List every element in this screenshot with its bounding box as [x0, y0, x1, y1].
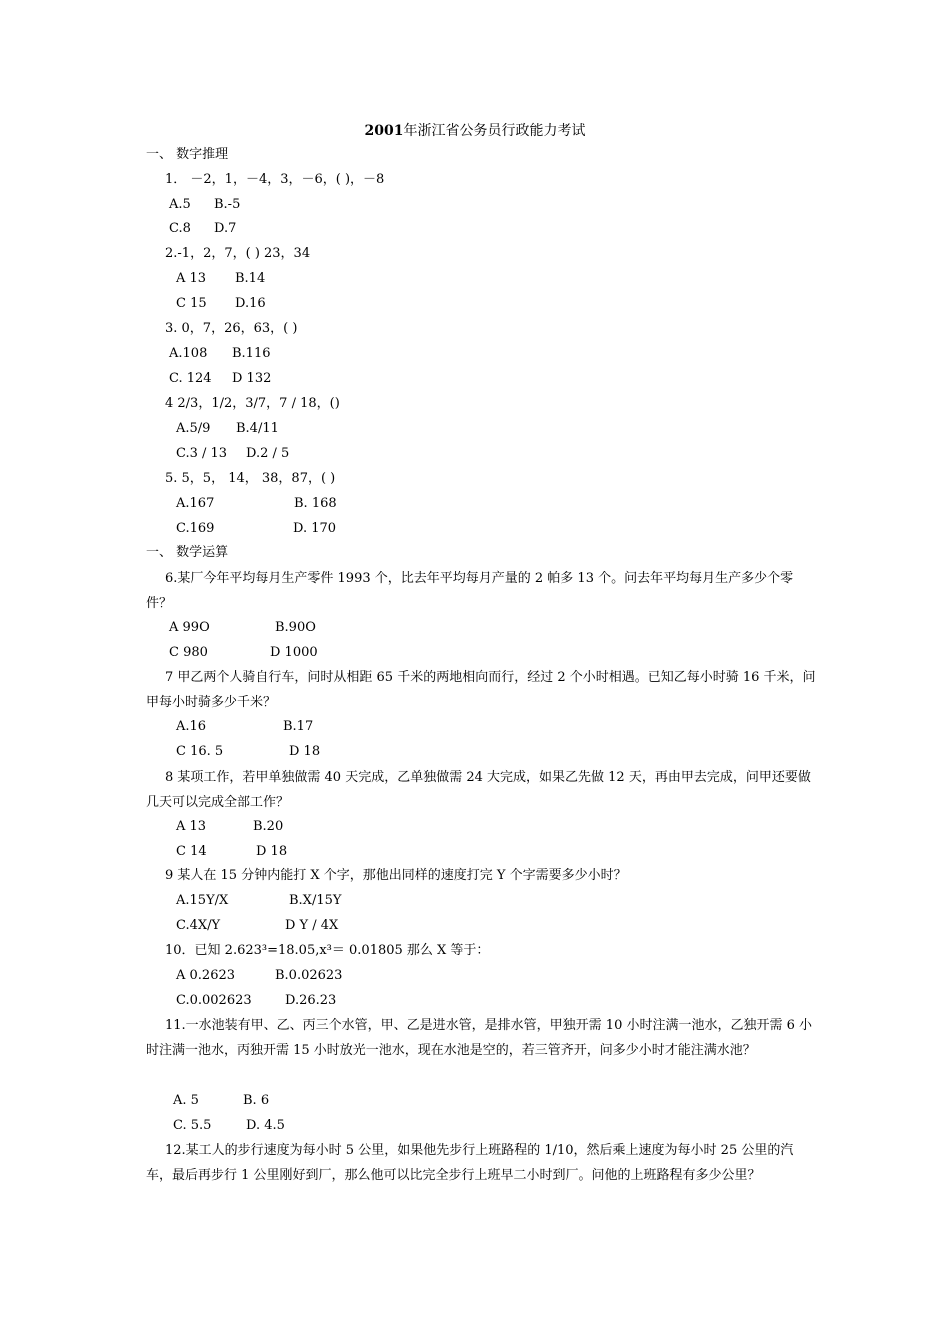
q11-option-c: C. 5.5 [173, 1118, 212, 1133]
question-2: 2.-1，2，7，( ) 23，34 [165, 246, 311, 261]
q5-option-a: A.167 [176, 496, 215, 511]
question-5: 5. 5，5， 14， 38，87，( ) [165, 471, 336, 486]
q7-option-d: D 18 [289, 744, 321, 759]
q10-option-c: C.0.002623 [176, 993, 252, 1008]
q6-option-a: A 99O [169, 620, 210, 635]
q10-option-b: B.0.02623 [275, 968, 343, 983]
q6-option-c: C 980 [169, 645, 208, 660]
section-heading-math-operations: 一、 数学运算 [146, 545, 229, 560]
q1-option-b: B.-5 [214, 197, 241, 212]
section-heading-number-reasoning: 一、 数字推理 [146, 147, 229, 162]
q4-option-b: B.4/11 [236, 421, 279, 436]
q2-option-b: B.14 [235, 271, 266, 286]
q2-option-a: A 13 [176, 271, 207, 286]
q8-option-a: A 13 [176, 819, 207, 834]
q3-option-b: B.116 [232, 346, 271, 361]
title-year: 2001 [364, 123, 404, 139]
q11-option-b: B. 6 [243, 1093, 270, 1108]
question-7: 7 甲乙两个人骑自行车，问时从相距 65 千米的两地相向而行，经过 2 个小时相遇。已知乙每小时骑 16 千米，问甲每小时骑多少千米？ [146, 670, 816, 710]
q4-option-a: A.5/9 [176, 421, 211, 436]
q6-option-b: B.90O [275, 620, 316, 635]
question-6: 6.某厂今年平均每月生产零件 1993 个，比去年平均每月产量的 2 帕多 13 个。问去年平均每月生产多少个零件？ [146, 571, 794, 611]
q9-option-d: D Y / 4X [285, 918, 339, 933]
q1-option-c: C.8 [169, 221, 191, 236]
q9-option-a: A.15Y/X [176, 893, 229, 908]
question-1: 1． －2，1，－4，3，－6，( )，－8 [165, 172, 385, 187]
q9-option-b: B.X/15Y [289, 893, 342, 908]
q4-option-c: C.3 / 13 [176, 446, 228, 461]
q5-option-b: B. 168 [294, 496, 337, 511]
q6-option-d: D 1000 [270, 645, 318, 660]
question-4: 4 2/3，1/2，3/7，7 / 18，() [165, 396, 340, 411]
question-11: 11.一水池装有甲、乙、丙三个水管，甲、乙是进水管，是排水管，甲独开需 10 小时注满一池水，乙独开需 6 小时注满一池水，丙独开需 15 小时放光一池水，现在水池是空的，若三管齐开，问多少小时才能注满水池？ [146, 1018, 813, 1058]
question-10: 10．已知 2.623³=18.05,x³＝ 0.01805 那么 X 等于： [165, 943, 490, 958]
q7-option-a: A.16 [176, 719, 207, 734]
q10-option-d: D.26.23 [285, 993, 337, 1008]
q11-option-d: D. 4.5 [246, 1118, 285, 1133]
q5-option-c: C.169 [176, 521, 215, 536]
q3-option-a: A.108 [169, 346, 208, 361]
q3-option-c: C. 124 [169, 371, 212, 386]
q1-option-a: A.5 [169, 197, 191, 212]
q8-option-b: B.20 [253, 819, 284, 834]
question-12: 12.某工人的步行速度为每小时 5 公里，如果他先步行上班路程的 1/10，然后乘上速度为每小时 25 公里的汽车，最后再步行 1 公里刚好到厂，那么他可以比完全步行上班早二小时到厂。问他的上班路程有多少公里？ [146, 1143, 794, 1183]
q7-option-b: B.17 [283, 719, 314, 734]
q3-option-d: D 132 [232, 371, 272, 386]
q2-option-d: D.16 [235, 296, 266, 311]
document-title [0, 121, 950, 141]
title-text: 年浙江省公务员行政能力考试 [403, 123, 586, 139]
q11-option-a: A. 5 [173, 1093, 199, 1108]
q4-option-d: D.2 / 5 [246, 446, 290, 461]
q8-option-c: C 14 [176, 844, 207, 859]
q5-option-d: D. 170 [293, 521, 337, 536]
q9-option-c: C.4X/Y [176, 918, 221, 933]
q10-option-a: A 0.2623 [176, 968, 236, 983]
q7-option-c: C 16. 5 [176, 744, 224, 759]
question-3: 3. 0，7，26，63，( ) [165, 321, 298, 336]
question-9: 9 某人在 15 分钟内能打 X 个字，那他出同样的速度打完 Y 个字需要多少小时？ [165, 868, 627, 883]
q8-option-d: D 18 [256, 844, 288, 859]
q1-option-d: D.7 [214, 221, 237, 236]
q2-option-c: C 15 [176, 296, 207, 311]
question-8: 8 某项工作，若甲单独做需 40 天完成，乙单独做需 24 大完成，如果乙先做 12 天，再由甲去完成，问甲还要做几天可以完成全部工作？ [146, 770, 811, 810]
